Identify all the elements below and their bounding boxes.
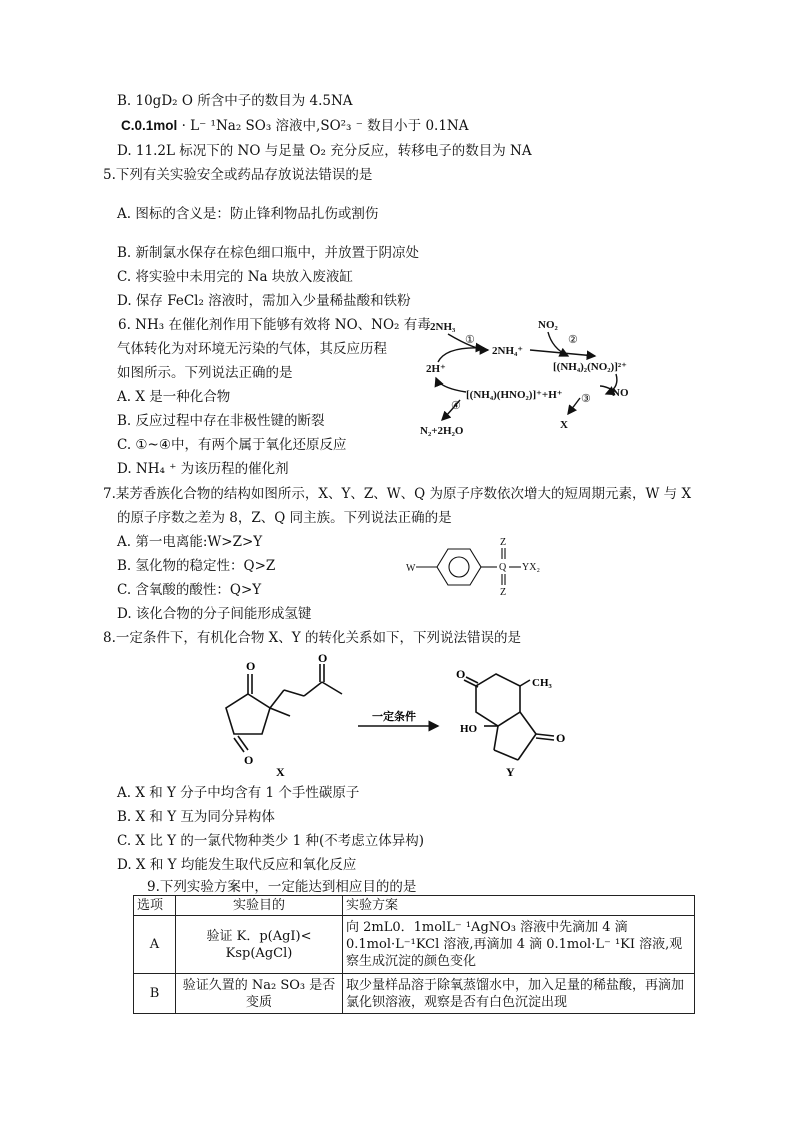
q7-option-b: B. 氢化物的稳定性：Q>Z [117, 558, 276, 574]
y-ketone-o-right: O [556, 731, 566, 745]
q-atom: Q [499, 562, 507, 573]
ho-label: HO [460, 723, 478, 735]
header-plan: 实验方案 [343, 896, 695, 916]
no2-label: NO₂ [538, 319, 558, 331]
x-ketone-o-top: O [246, 659, 256, 673]
q6-option-d: D. NH₄ ⁺ 为该历程的催化剂 [117, 461, 289, 477]
q4-option-c-lead: C.0.1mol [121, 118, 178, 133]
no-label: NO [612, 387, 629, 399]
q6-option-c: C. ①~④中，有两个属于氧化还原反应 [117, 437, 347, 453]
w-atom: W [406, 563, 416, 574]
q8-stem: 8.一定条件下，有机化合物 X、Y 的转化关系如下，下列说法错误的是 [103, 630, 521, 646]
yx2-group: YX₂ [522, 562, 540, 573]
molecule-x [226, 664, 342, 752]
step-3-label: ③ [581, 393, 591, 405]
q7-option-a: A. 第一电离能:W>Z>Y [117, 534, 263, 550]
q7-structure [400, 535, 590, 599]
q8-option-a: A. X 和 Y 分子中均含有 1 个手性碳原子 [117, 785, 360, 801]
row-a-plan: 向 2mL0．1molL⁻ ¹AgNO₃ 溶液中先滴加 4 滴 0.1mol·L⁻¹KCl 溶液,再滴加 4 滴 0.1mol·L⁻ ¹KI 溶液,观察生成沉淀的颜色变化 [343, 916, 695, 974]
q6-reaction-diagram [420, 312, 650, 442]
z-bottom-atom: Z [500, 587, 507, 598]
q5-option-c: C. 将实验中未用完的 Na 块放入废液缸 [117, 269, 353, 285]
benzene-ring [437, 549, 481, 585]
q4-option-b: B. 10gD₂ O 所含中子的数目为 4.5NA [117, 93, 353, 109]
label-x: X [276, 765, 285, 778]
q8-option-d: D. X 和 Y 均能发生取代反应和氧化反应 [117, 857, 357, 873]
q6-stem-line-2: 气体转化为对环境无污染的气体，其反应历程 [117, 341, 387, 357]
table-row [134, 974, 695, 1014]
q4-option-c [121, 117, 469, 135]
q7-option-d: D. 该化合物的分子间能形成氢键 [117, 606, 312, 622]
q4-option-d: D. 11.2L 标况下的 NO 与足量 O₂ 充分反应，转移电子的数目为 NA [117, 143, 532, 159]
step-2-label: ② [568, 334, 578, 346]
complex1-label: [(NH₄)₂(NO₂)]²⁺ [553, 361, 627, 373]
q6-stem-line-3: 如图所示。下列说法正确的是 [117, 365, 293, 381]
row-b-goal: 验证久置的 Na₂ SO₃ 是否变质 [176, 974, 343, 1014]
z-top-atom: Z [500, 537, 507, 548]
row-a-goal: 验证 K．p(AgI)< Ksp(AgCl) [176, 916, 343, 974]
x-label: X [560, 419, 568, 431]
header-option: 选项 [134, 896, 176, 916]
row-b-key: B [134, 974, 176, 1014]
table-row [134, 916, 695, 974]
x-ketone-o-chain: O [318, 651, 328, 665]
q7-stem-line-1: 7.某芳香族化合物的结构如图所示，X、Y、Z、W、Q 为原子序数依次增大的短周期元素，W 与 X [103, 486, 692, 502]
q8-reaction-scheme [200, 650, 600, 778]
q7-stem-line-2: 的原子序数之差为 8，Z、Q 同主族。下列说法正确的是 [117, 510, 452, 526]
q4-option-c-rest: · L⁻ ¹Na₂ SO₃ 溶液中,SO²₃ ⁻ 数目小于 0.1NA [181, 118, 469, 134]
q5-stem: 5.下列有关实验安全或药品存放说法错误的是 [103, 167, 373, 183]
step-4-label: ④ [451, 400, 461, 412]
q6-option-a: A. X 是一种化合物 [117, 389, 231, 405]
step-1-label: ① [465, 334, 475, 346]
nh4-label: 2NH₄⁺ [492, 345, 524, 357]
q9-stem: 9.下列实验方案中，一定能达到相应目的的是 [147, 879, 417, 895]
row-a-key: A [134, 916, 176, 974]
q7-option-c: C. 含氧酸的酸性：Q>Y [117, 582, 262, 598]
h-plus-label: 2H⁺ [426, 363, 446, 375]
label-y: Y [506, 765, 515, 778]
reaction-condition: 一定条件 [372, 711, 416, 723]
q8-option-c: C. X 比 Y 的一氯代物种类少 1 种(不考虑立体异构) [117, 833, 425, 849]
q8-option-b: B. X 和 Y 互为同分异构体 [117, 809, 275, 825]
y-ketone-o-left: O [456, 667, 466, 681]
header-goal: 实验目的 [176, 896, 343, 916]
products-label: N₂+2H₂O [420, 425, 464, 437]
arrow-step-4 [436, 378, 466, 392]
arrow-x-out [568, 398, 580, 414]
q5-option-a: A. 图标的含义是：防止锋利物品扎伤或割伤 [117, 206, 379, 222]
q9-experiment-table [133, 895, 695, 1014]
q5-option-b: B. 新制氯水保存在棕色细口瓶中，并放置于阴凉处 [117, 245, 420, 261]
q6-option-b: B. 反应过程中存在非极性键的断裂 [117, 413, 325, 429]
arrow-h-return [438, 348, 484, 362]
row-b-plan: 取少量样品溶于除氧蒸馏水中，加入足量的稀盐酸，再滴加氯化钡溶液，观察是否有白色沉淀出现 [343, 974, 695, 1014]
table-header-row [134, 896, 695, 916]
complex2-label: [(NH₄)(HNO₂)]⁺+H⁺ [466, 389, 563, 401]
ch3-label: CH₃ [532, 677, 552, 689]
q6-stem-line-1: 6. NH₃ 在催化剂作用下能够有效将 NO、NO₂ 有毒 [118, 317, 431, 333]
x-ketone-o-bottom: O [244, 753, 254, 767]
nh3-label: 2NH₃ [430, 321, 456, 333]
q5-option-d: D. 保存 FeCl₂ 溶液时，需加入少量稀盐酸和铁粉 [117, 293, 411, 309]
